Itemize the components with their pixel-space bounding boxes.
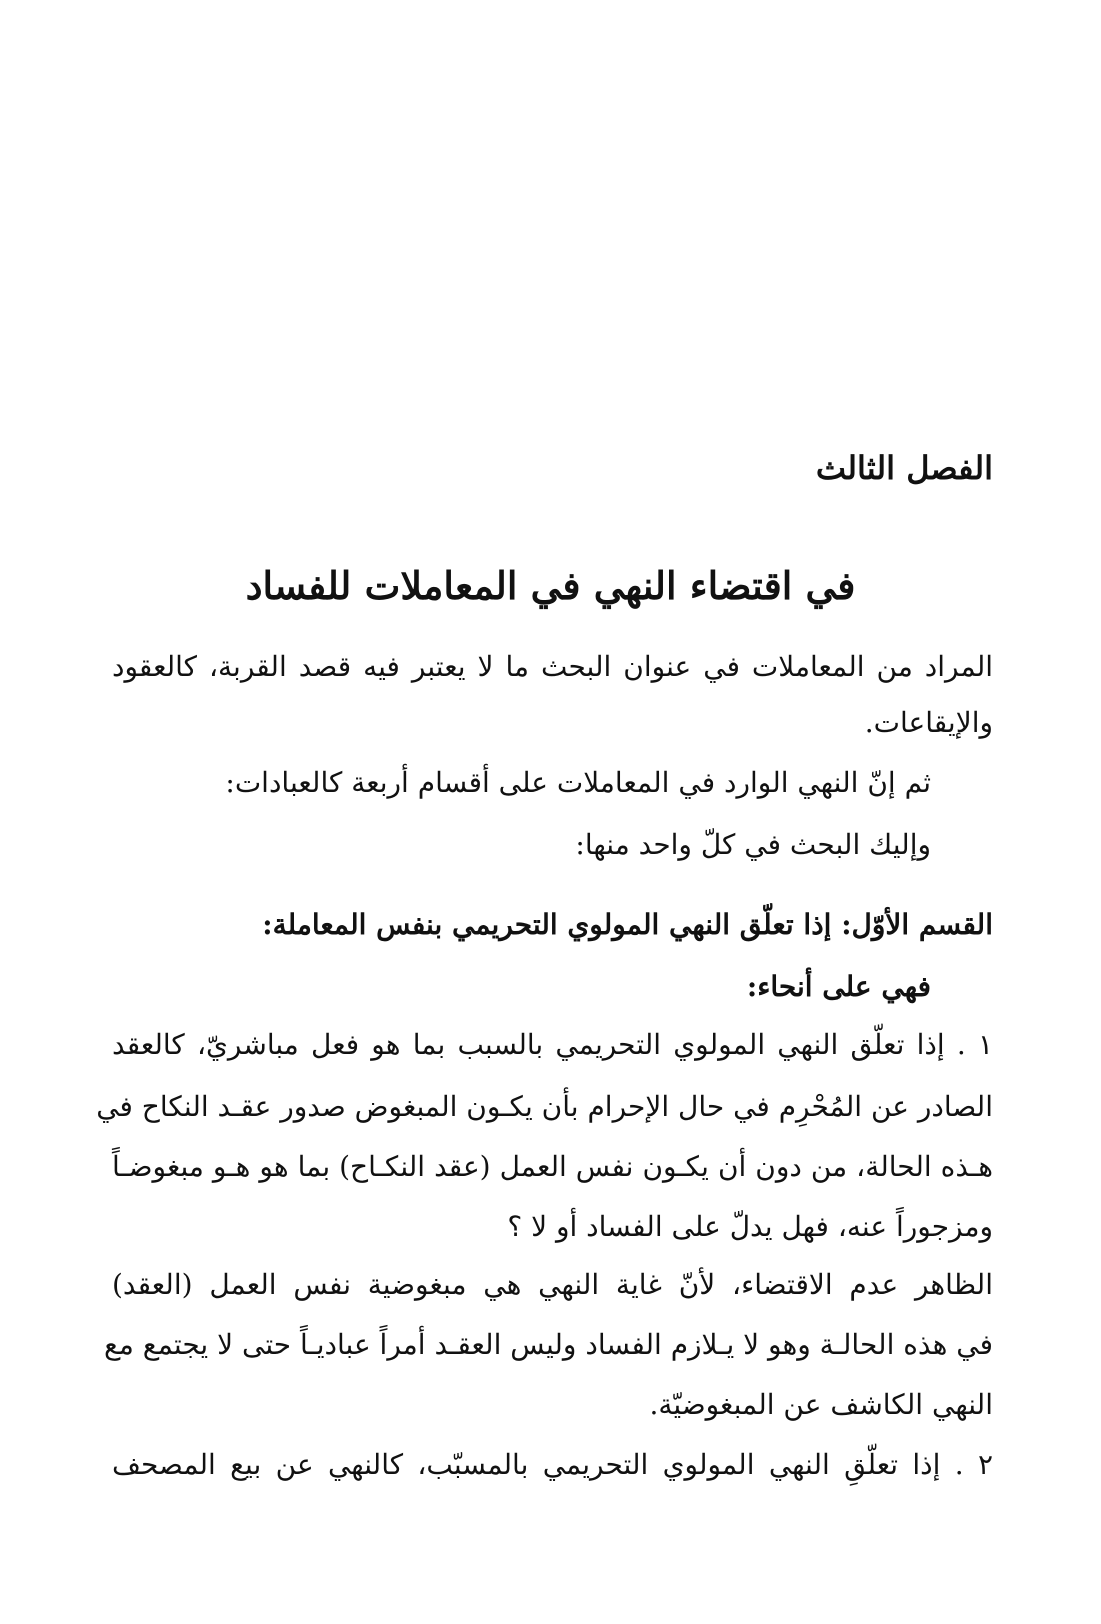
paragraph-line: ومزجوراً عنه، فهل يدلّ على الفساد أو لا ؟ <box>507 1210 993 1243</box>
paragraph-line: ٢ . إذا تعلّقِ النهي المولوي التحريمي بالمسبّب، كالنهي عن بيع المصحف <box>112 1448 993 1481</box>
paragraph-line: الصادر عن المُحْرِم في حال الإحرام بأن يكـون المبغوض صدور عقـد النكاح في <box>96 1090 993 1123</box>
section-heading: القسم الأوّل: إذا تعلّق النهي المولوي التحريمي بنفس المعاملة: <box>262 908 993 941</box>
paragraph-line: ثم إنّ النهي الوارد في المعاملات على أقسام أربعة كالعبادات: <box>225 766 931 799</box>
paragraph-line: ١ . إذا تعلّق النهي المولوي التحريمي بالسبب بما هو فعل مباشريّ، كالعقد <box>112 1028 993 1061</box>
section-subheading: فهي على أنحاء: <box>746 970 931 1003</box>
paragraph-line: والإيقاعات. <box>864 706 993 739</box>
chapter-label: الفصل الثالث <box>815 449 993 487</box>
paragraph-line: وإليك البحث في كلّ واحد منها: <box>575 828 931 861</box>
paragraph-line: هـذه الحالة، من دون أن يكـون نفس العمل (عقد النكـاح) بما هو هـو مبغوضـاً <box>112 1150 993 1183</box>
chapter-title: في اقتضاء النهي في المعاملات للفساد <box>245 563 856 608</box>
paragraph-line: الظاهر عدم الاقتضاء، لأنّ غاية النهي هي مبغوضية نفس العمل (العقد) <box>112 1268 993 1301</box>
paragraph-line: في هذه الحالـة وهو لا يـلازم الفساد وليس العقـد أمراً عباديـاً حتى لا يجتمع مع <box>104 1328 993 1361</box>
paragraph-line: النهي الكاشف عن المبغوضيّة. <box>649 1388 993 1421</box>
paragraph-line: المراد من المعاملات في عنوان البحث ما لا يعتبر فيه قصد القربة، كالعقود <box>112 650 993 683</box>
